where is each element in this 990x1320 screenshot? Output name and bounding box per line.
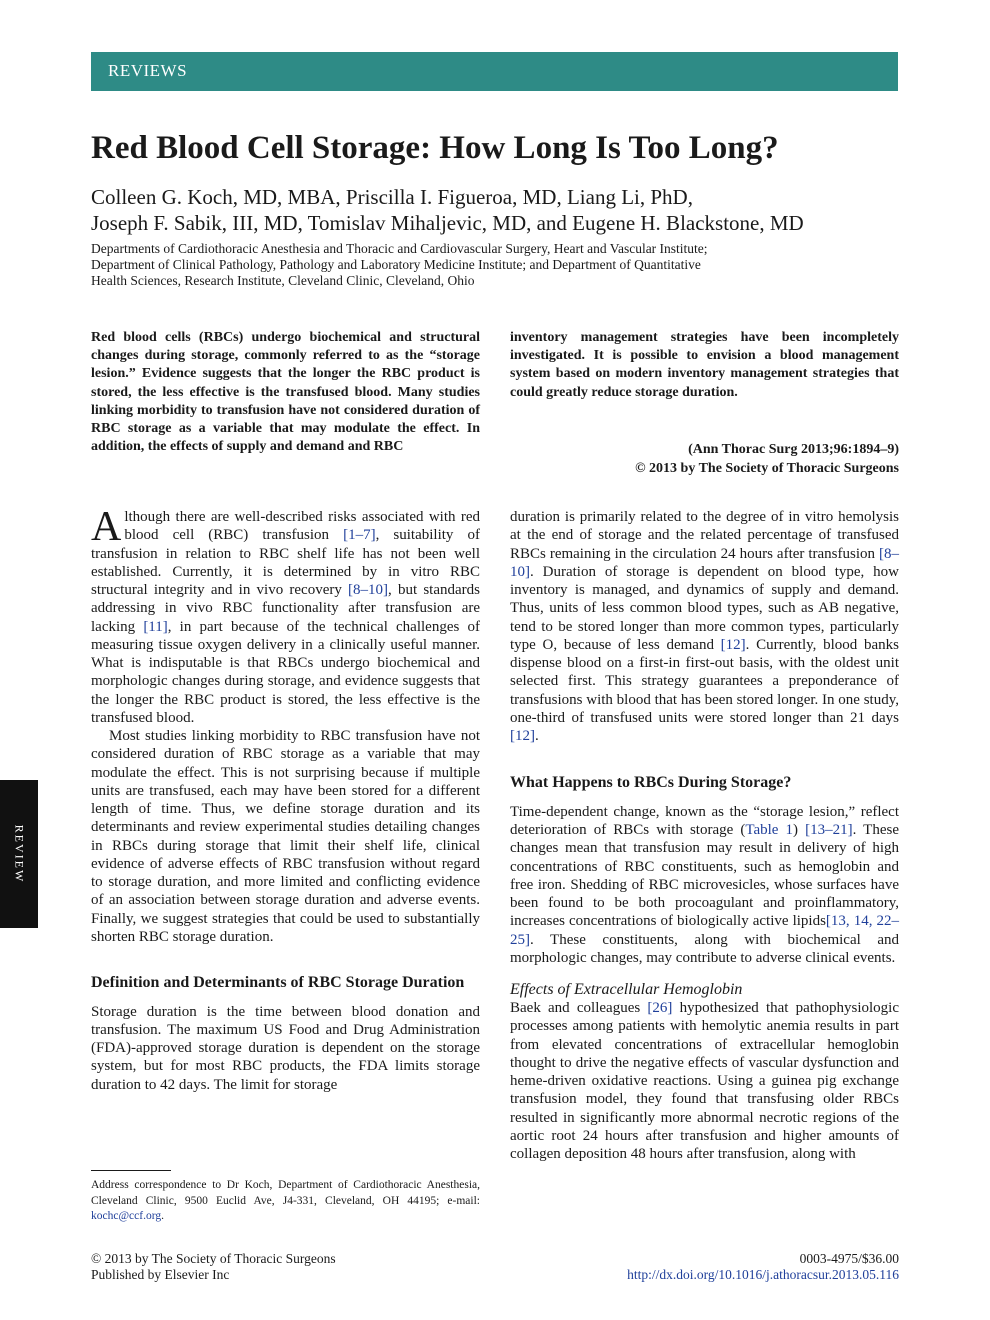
body-paragraph: Most studies linking morbidity to RBC transfusion have not considered duration of RBC storage as a variable that may modulate the effect. This is not surprising because if multiple units are transfused, each may have been stored for a different length of time. Thus, we define storage duration and its determinants and review experimental studies detailing changes in RBCs during storage that limit their shelf life, clinical evidence of adverse effects of RBC transfusion without regard to storage duration, and more limited and conflicting evidence of an association between storage duration and adverse events. Finally, we suggest strategies that could be used to substantially shorten RBC storage duration. xyxy=(91,728,480,945)
reference-link[interactable]: [1–7] xyxy=(343,527,376,544)
email-link[interactable]: kochc@ccf.org xyxy=(91,1210,162,1222)
section-heading: What Happens to RBCs During Storage? xyxy=(510,774,792,792)
footer-left xyxy=(91,1251,491,1283)
affiliation-line: Department of Clinical Pathology, Pathology and Laboratory Medicine Institute; and Department of Quantitative xyxy=(91,257,701,272)
reference-link[interactable]: [26] xyxy=(647,1000,673,1016)
footer-copyright: © 2013 by The Society of Thoracic Surgeons xyxy=(91,1251,336,1266)
body-paragraph: Time-dependent change, known as the “storage lesion,” reflect deterioration of RBCs with storage (Table 1) [13–21]. These changes mean that transfusion may result in delivery of high concentrations of RBC constituents, such as hemoglobin and free iron. Shedding of RBC microvesicles, whose surfaces have been found to be both procoagulant and proinflammatory, increases concentrations of biologically active lipids[13, 14, 22–25]. These constituents, along with biochemical and morphologic changes, may contribute to adverse clinical events. xyxy=(510,803,899,966)
author-line: Colleen G. Koch, MD, MBA, Priscilla I. Figueroa, MD, Liang Li, PhD, xyxy=(91,185,693,209)
doi-link[interactable]: http://dx.doi.org/10.1016/j.athoracsur.2013.05.116 xyxy=(627,1267,899,1282)
footer-publisher: Published by Elsevier Inc xyxy=(91,1267,230,1282)
body-paragraph: duration is primarily related to the degree of in vitro hemolysis at the end of storage and the related percentage of transfused RBCs remaining in the circulation 24 hours after transfusion [8–10]. Duration of storage is dependent on blood type, how inventory is managed, and dynamics of supply and demand. Thus, units of less common blood types, such as AB negative, tend to be stored longer than more common types, particularly type O, because of less demand [12]. Currently, blood banks dispense blood on a first-in first-out basis, with the oldest unit selected first. This strategy guarantees a preponderance of transfusions with blood that has been stored longer. In one study, one-third of transfused units were stored longer than 21 days [12]. xyxy=(510,509,899,744)
reference-link[interactable]: [12] xyxy=(510,728,535,744)
affiliations xyxy=(91,241,898,289)
footer-price: 0003-4975/$36.00 xyxy=(799,1251,899,1266)
society-copyright: © 2013 by The Society of Thoracic Surgeons xyxy=(635,461,899,476)
body-paragraph: Although there are well-described risks associated with red blood cell (RBC) transfusion [1–7], suitability of transfusion in relation to RBC shelf life has not been well established. Currently, it is determined by in vitro RBC structural integrity and in vivo recovery [8–10], but standards addressing in vivo RBC functionality after transfusion are lacking [11], in part because of the technical challenges of measuring tissue oxygen delivery in a clinically useful manner. What is indisputable is that RBCs undergo biochemical and morphologic changes during storage, and evidence suggests that the longer the RBC product is stored, the less effective is the transfused blood. xyxy=(91,504,480,726)
table-link[interactable]: Table 1 xyxy=(745,822,794,838)
author-line: Joseph F. Sabik, III, MD, Tomislav Mihaljevic, MD, and Eugene H. Blackstone, MD xyxy=(91,211,804,235)
affiliation-line: Departments of Cardiothoracic Anesthesia and Thoracic and Cardiovascular Surgery, Heart and Vascular Institute; xyxy=(91,241,708,256)
section-side-tab xyxy=(0,780,38,928)
affiliation-line: Health Sciences, Research Institute, Cleveland Clinic, Cleveland, Ohio xyxy=(91,273,475,288)
abstract-right: inventory management strategies have been incompletely investigated. It is possible to envision a blood management system based on modern inventory management strategies that could greatly reduce storage duration. xyxy=(510,330,899,400)
reference-link[interactable]: [8–10] xyxy=(510,545,899,580)
body-paragraph: Baek and colleagues [26] hypothesized that pathophysiologic processes among patients with hemolytic anemia results in part from elevated concentrations of extracellular hemoglobin thought to drive the negative effects of vascular dysfunction and heme-driven oxidative reactions. Using a guinea pig exchange transfusion model, they found that transfusing older RBCs resulted in significantly more abnormal necrotic regions of the aortic root 24 hours after transfusion and higher amounts of collagen deposition 48 hours after transfusion, along with xyxy=(510,1000,899,1162)
author-list xyxy=(91,184,898,236)
journal-citation: (Ann Thorac Surg 2013;96:1894–9) xyxy=(688,442,899,457)
body-paragraph: Storage duration is the time between blood donation and transfusion. The maximum US Food and Drug Administration (FDA)-approved storage duration is dependent on the storage system, but for most RBC products, the FDA limits storage duration to 42 days. The limit for storage xyxy=(91,1003,480,1093)
body-column-right xyxy=(510,508,899,1163)
reference-link[interactable]: [11] xyxy=(143,618,168,635)
reference-link[interactable]: [12] xyxy=(720,636,746,653)
section-banner xyxy=(91,52,898,91)
reference-link[interactable]: [13–21] xyxy=(805,822,853,838)
section-label: REVIEWS xyxy=(108,61,188,80)
citation-block xyxy=(510,440,899,478)
drop-cap: A xyxy=(91,504,122,550)
article-title: Red Blood Cell Storage: How Long Is Too Long? xyxy=(91,130,779,166)
body-column-left xyxy=(91,504,480,1094)
section-heading: Definition and Determinants of RBC Storage Duration xyxy=(91,974,465,991)
reference-link[interactable]: [13, 14, 22–25] xyxy=(510,913,899,948)
subsection-heading: Effects of Extracellular Hemoglobin xyxy=(510,981,743,998)
footer-right xyxy=(500,1251,899,1283)
side-tab-label: REVIEW xyxy=(12,824,27,884)
abstract-left: Red blood cells (RBCs) undergo biochemical and structural changes during storage, commonly referred to as the “storage lesion.” Evidence suggests that the longer the RBC product is stored, the less effective is the transfused blood. Many studies linking morbidity to transfusion have not considered duration of RBC storage as a variable that may modulate the effect. In addition, the effects of supply and demand and RBC xyxy=(91,330,480,455)
footnote-rule xyxy=(91,1170,171,1171)
correspondence-footnote: Address correspondence to Dr Koch, Department of Cardiothoracic Anesthesia, Cleveland Clinic, 9500 Euclid Ave, J4-331, Cleveland, OH 44195; e-mail: kochc@ccf.org. xyxy=(91,1179,480,1222)
reference-link[interactable]: [8–10] xyxy=(348,582,389,598)
